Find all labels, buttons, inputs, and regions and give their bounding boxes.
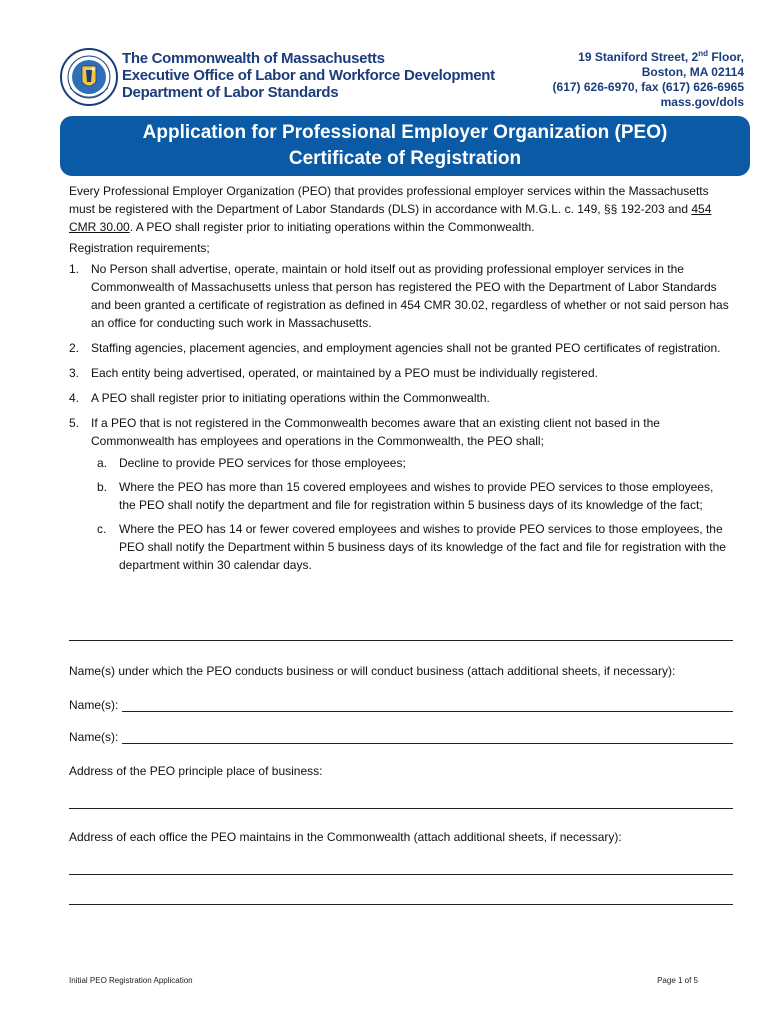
sub-requirements-list — [91, 454, 733, 574]
footer-form-name: Initial PEO Registration Application — [69, 976, 193, 985]
list-item: 2. Staffing agencies, placement agencies, and employment agencies shall not be granted PEO certificates of registration. — [69, 341, 721, 355]
name-field-2[interactable] — [122, 731, 733, 744]
section-divider — [69, 640, 733, 641]
letterhead — [60, 46, 750, 112]
form-title-line2: Certificate of Registration — [288, 148, 522, 169]
form-title-line1: Application for Professional Employer Organization (PEO) — [142, 122, 668, 143]
agency-name — [122, 50, 495, 101]
name-field-1[interactable] — [122, 699, 733, 712]
name-label-2: Name(s): — [69, 730, 119, 744]
instructions — [69, 182, 733, 581]
address-phone: (617) 626-6970, fax (617) 626-6965 — [552, 80, 744, 94]
agency-line-dls: Department of Labor Standards — [122, 84, 339, 101]
agency-line-commonwealth: The Commonwealth of Massachusetts — [122, 50, 385, 67]
names-prompt: Name(s) under which the PEO conducts business or will conduct business (attach additional sheets, if necessary): — [69, 664, 676, 678]
list-item: 5. If a PEO that is not registered in the Commonwealth becomes aware that an existing client not based in the Commonwealth has employees and operations in the Commonwealth, the PEO shall; a. Decline to provide PEO services for those employees; b. Where the PEO has more than 15 covered employees and wishes to provide PEO services to those employees, the PEO shall notify the department and file for registration within 5 business days of its knowledge of the fact; c. Where the PEO has 14 or fewer covered employees and wishes to provide PEO services to those employees, the PEO shall notify the Department within 5 business days of its knowledge of the fact and file for registration with the department within 30 calendar days. — [69, 414, 733, 574]
list-item: 1. No Person shall advertise, operate, maintain or hold itself out as providing professional employer services in the Commonwealth of Massachusetts unless that person has registered the PEO with the Department of Labor Standards and been granted a certificate of registration as defined in 454 CMR 30.02, regardless of whether or not said person has an office for conducting such work in Massachusetts. — [69, 262, 729, 330]
footer-page-number: Page 1 of 5 — [657, 976, 698, 985]
list-item: b. Where the PEO has more than 15 covered employees and wishes to provide PEO services to those employees, the PEO shall notify the department and file for registration within 5 business days of its knowledge of the fact; — [97, 480, 714, 512]
requirements-list — [69, 260, 733, 574]
cmr-link[interactable]: 454 CMR 30.00 — [69, 202, 712, 234]
requirements-heading: Registration requirements; — [69, 241, 210, 255]
offices-label: Address of each office the PEO maintains in the Commonwealth (attach additional sheets, if necessary): — [69, 830, 622, 844]
agency-line-eolwd: Executive Office of Labor and Workforce Development — [122, 67, 495, 84]
principal-address-label: Address of the PEO principle place of business: — [69, 764, 323, 778]
name-label-1: Name(s): — [69, 698, 119, 712]
office-address-field-1[interactable] — [69, 874, 733, 875]
address-city: Boston, MA 02114 — [641, 65, 744, 79]
list-item: c. Where the PEO has 14 or fewer covered employees and wishes to provide PEO services to those employees, the PEO shall notify the Department within 5 business days of its knowledge of the fact and file for registration with the department within 30 calendar days. — [97, 522, 726, 572]
office-address-field-2[interactable] — [69, 904, 733, 905]
list-item: 4. A PEO shall register prior to initiating operations within the Commonwealth. — [69, 391, 490, 405]
list-item: 3. Each entity being advertised, operated, or maintained by a PEO must be individually registered. — [69, 366, 598, 380]
agency-address — [553, 46, 744, 110]
intro-paragraph: Every Professional Employer Organization (PEO) that provides professional employer services within the Massachusetts must be registered with the Department of Labor Standards (DLS) in accordance with M.G.L. c. 149, §§ 192-203 and 454 CMR 30.00. A PEO shall register prior to initiating operations within the Commonwealth. — [69, 184, 712, 234]
massachusetts-seal-icon — [60, 48, 118, 106]
address-street: 19 Staniford Street, 2nd Floor, — [578, 49, 744, 64]
list-item: a. Decline to provide PEO services for those employees; — [97, 456, 406, 470]
principal-address-field[interactable] — [69, 808, 733, 809]
address-website: mass.gov/dols — [660, 95, 744, 109]
form-title-banner — [60, 116, 750, 176]
